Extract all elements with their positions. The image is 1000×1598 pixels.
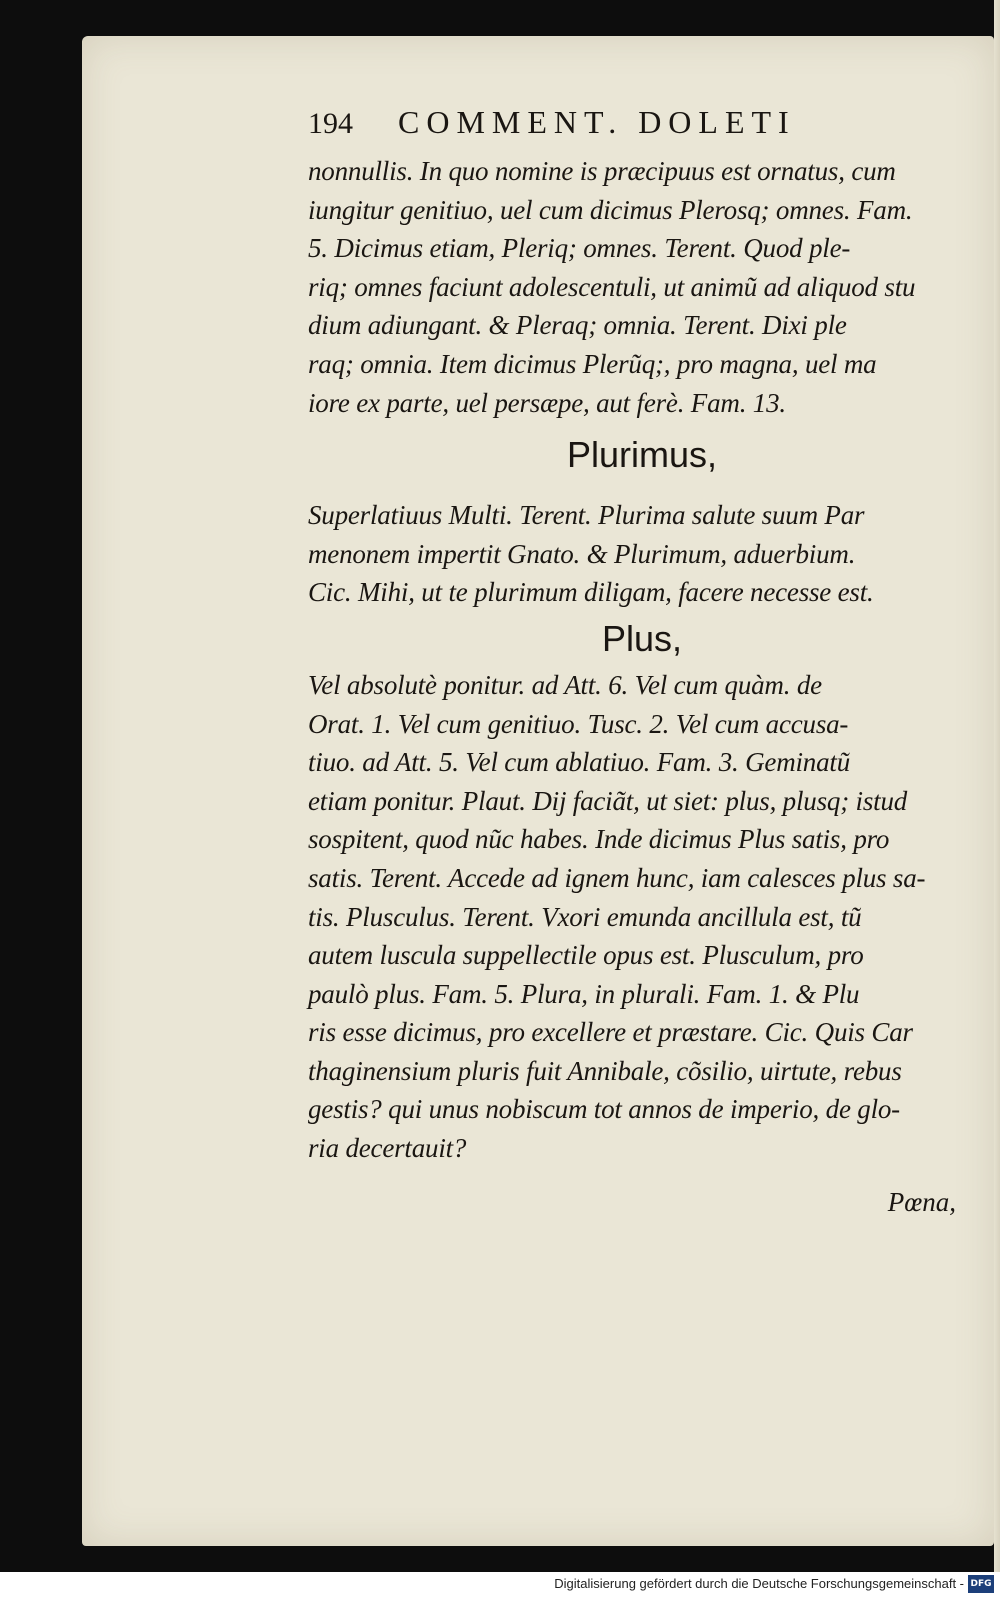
text-line: 5. Dicimus etiam, Pleriq; omnes. Terent. Quod ple- xyxy=(308,233,851,264)
text-line: satis. Terent. Accede ad ignem hunc, iam calesces plus sa- xyxy=(308,862,926,893)
text-line: paulò plus. Fam. 5. Plura, in plurali. Fam. 1. & Plu xyxy=(308,978,860,1009)
text-line: Vel absolutè ponitur. ad Att. 6. Vel cum quàm. de xyxy=(308,669,822,700)
entry-body-plus xyxy=(308,666,976,1168)
page-number: 194 xyxy=(308,107,353,140)
text-line: tiuo. ad Att. 5. Vel cum ablatiuo. Fam. 3. Geminatũ xyxy=(308,747,851,778)
text-line: Superlatiuus Multi. Terent. Plurima salute suum Par xyxy=(308,500,865,531)
running-title: COMMENT. DOLETI xyxy=(398,104,796,140)
text-line: menonem impertit Gnato. & Plurimum, aduerbium. xyxy=(308,538,856,569)
text-line: iore ex parte, uel persæpe, aut ferè. Fam. 13. xyxy=(308,387,786,418)
dfg-logo-icon: DFG xyxy=(968,1575,994,1593)
text-line: Orat. 1. Vel cum genitiuo. Tusc. 2. Vel cum accusa- xyxy=(308,708,849,739)
text-line: ris esse dicimus, pro excellere et præstare. Cic. Quis Car xyxy=(308,1017,913,1048)
text-line: thaginensium pluris fuit Annibale, cõsilio, uirtute, rebus xyxy=(308,1055,902,1086)
text-line: etiam ponitur. Plaut. Dij faciãt, ut siet: plus, plusq; istud xyxy=(308,785,908,816)
entry-body-plurimus xyxy=(308,496,976,612)
running-head xyxy=(308,104,976,152)
continued-paragraph xyxy=(308,152,976,422)
text-line: tis. Plusculus. Terent. Vxori emunda ancillula est, tũ xyxy=(308,901,862,932)
text-line: ria decertauit? xyxy=(308,1133,467,1164)
text-line: riq; omnes faciunt adolescentuli, ut animũ ad aliquod stu xyxy=(308,271,916,302)
text-line: raq; omnia. Item dicimus Plerũq;, pro magna, uel ma xyxy=(308,348,877,379)
catchword: Pœna, xyxy=(887,1186,956,1217)
text-line: gestis? qui unus nobiscum tot annos de imperio, de glo- xyxy=(308,1094,900,1125)
funding-credit: Digitalisierung gefördert durch die Deutsche Forschungsgemeinschaft - xyxy=(554,1576,964,1591)
entry-heading-plurimus: Plurimus, xyxy=(566,434,718,476)
entry-heading-plus: Plus, xyxy=(601,617,683,659)
text-line: Cic. Mihi, ut te plurimum diligam, facere necesse est. xyxy=(308,577,874,608)
next-page-edge xyxy=(994,0,1000,1572)
page-text-block xyxy=(308,104,976,1222)
text-line: sospitent, quod nũc habes. Inde dicimus Plus satis, pro xyxy=(308,824,890,855)
text-line: iungitur genitiuo, uel cum dicimus Plerosq; omnes. Fam. xyxy=(308,194,913,225)
footer-bar xyxy=(0,1572,1000,1598)
text-line: nonnullis. In quo nomine is præcipuus est ornatus, cum xyxy=(308,156,896,186)
text-line: autem luscula suppellectile opus est. Plusculum, pro xyxy=(308,940,864,971)
text-line: dium adiungant. & Pleraq; omnia. Terent. Dixi ple xyxy=(308,310,847,341)
